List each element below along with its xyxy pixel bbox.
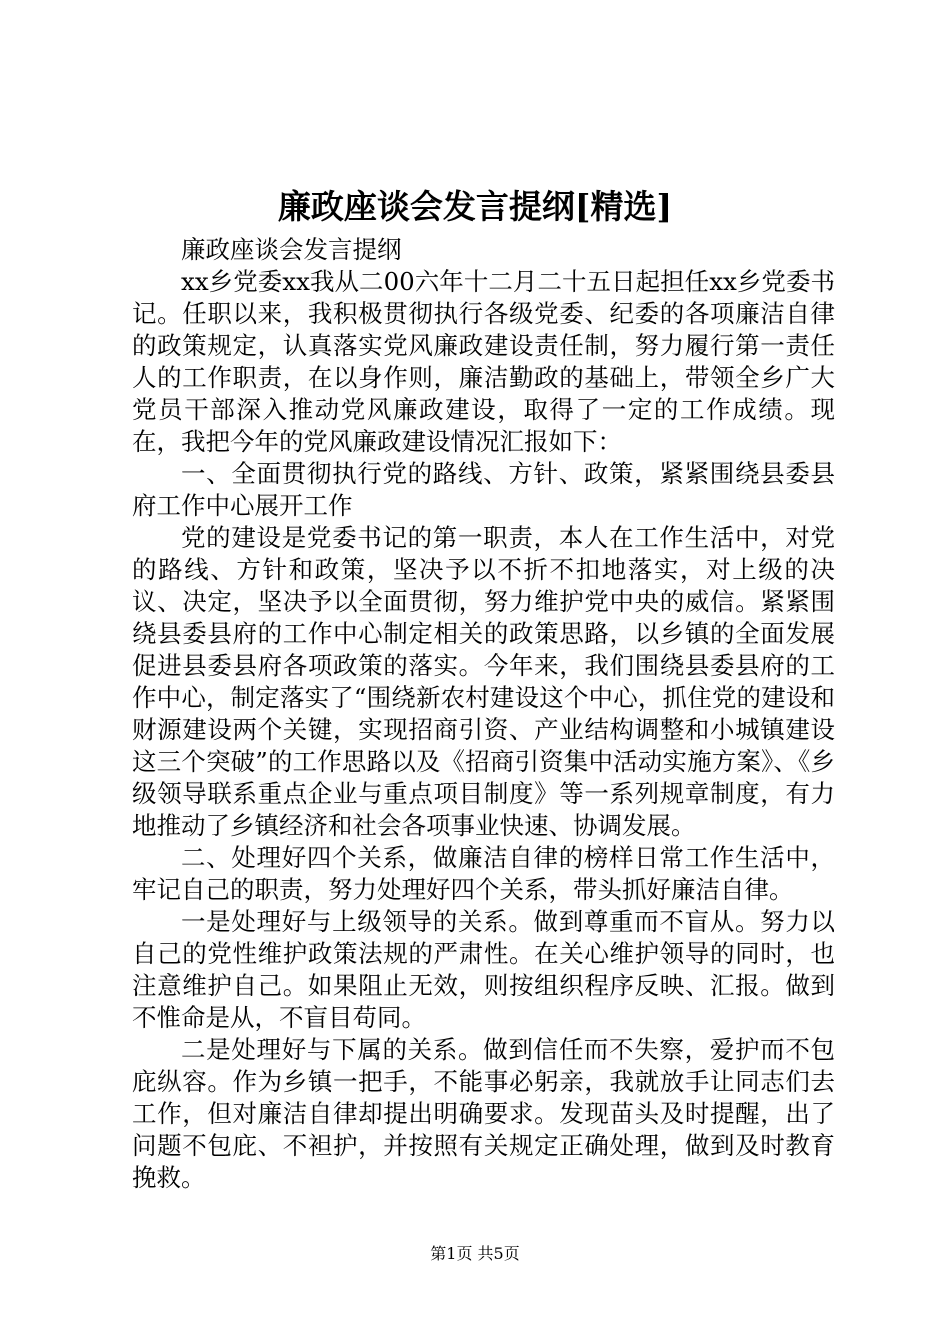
body-paragraph: 二是处理好与下属的关系。做到信任而不失察，爱护而不包庇纵容。作为乡镇一把手，不能事必躬亲，我就放手让同志们去工作，但对廉洁自律却提出明确要求。发现苗头及时提醒，出了问题不包庇、不袒护，并按照有关规定正确处理，做到及时教育挽救。	[132, 1035, 835, 1192]
page-number-footer: 第1页 共5页	[430, 1244, 520, 1263]
section-heading-1: 一、全面贯彻执行党的路线、方针、政策，紧紧围绕县委县府工作中心展开工作	[132, 459, 835, 520]
body-paragraph: 一是处理好与上级领导的关系。做到尊重而不盲从。努力以自己的党性维护政策法规的严肃性。在关心维护领导的同时，也注意维护自己。如果阻止无效，则按组织程序反映、汇报。做到不惟命是从，不盲目苟同。	[132, 907, 835, 1032]
document-body	[132, 234, 835, 1194]
section-heading-2: 二、处理好四个关系，做廉洁自律的榜样日常工作生活中，牢记自己的职责，努力处理好四个关系，带头抓好廉洁自律。	[132, 843, 835, 904]
document-title: 廉政座谈会发言提纲[精选]	[277, 187, 673, 226]
intro-paragraph: xx乡党委xx我从二00六年十二月二十五日起担任xx乡党委书记。任职以来，我积极贯彻执行各级党委、纪委的各项廉洁自律的政策规定，认真落实党风廉政建设责任制，努力履行第一责任人的工作职责，在以身作则，廉洁勤政的基础上，带领全乡广大党员干部深入推动党风廉政建设，取得了一定的工作成绩。现在，我把今年的党风廉政建设情况汇报如下：	[132, 267, 835, 456]
body-paragraph: 党的建设是党委书记的第一职责，本人在工作生活中，对党的路线、方针和政策，坚决予以不折不扣地落实，对上级的决议、决定，坚决予以全面贯彻，努力维护党中央的威信。紧紧围绕县委县府的工作中心制定相关的政策思路，以乡镇的全面发展促进县委县府各项政策的落实。今年来，我们围绕县委县府的工作中心，制定落实了“围绕新农村建设这个中心，抓住党的建设和财源建设两个关键，实现招商引资、产业结构调整和小城镇建设这三个突破”的工作思路以及《招商引资集中活动实施方案》、《乡级领导联系重点企业与重点项目制度》等一系列规章制度，有力地推动了乡镇经济和社会各项事业快速、协调发展。	[132, 523, 835, 840]
subtitle-paragraph: 廉政座谈会发言提纲	[181, 235, 402, 264]
